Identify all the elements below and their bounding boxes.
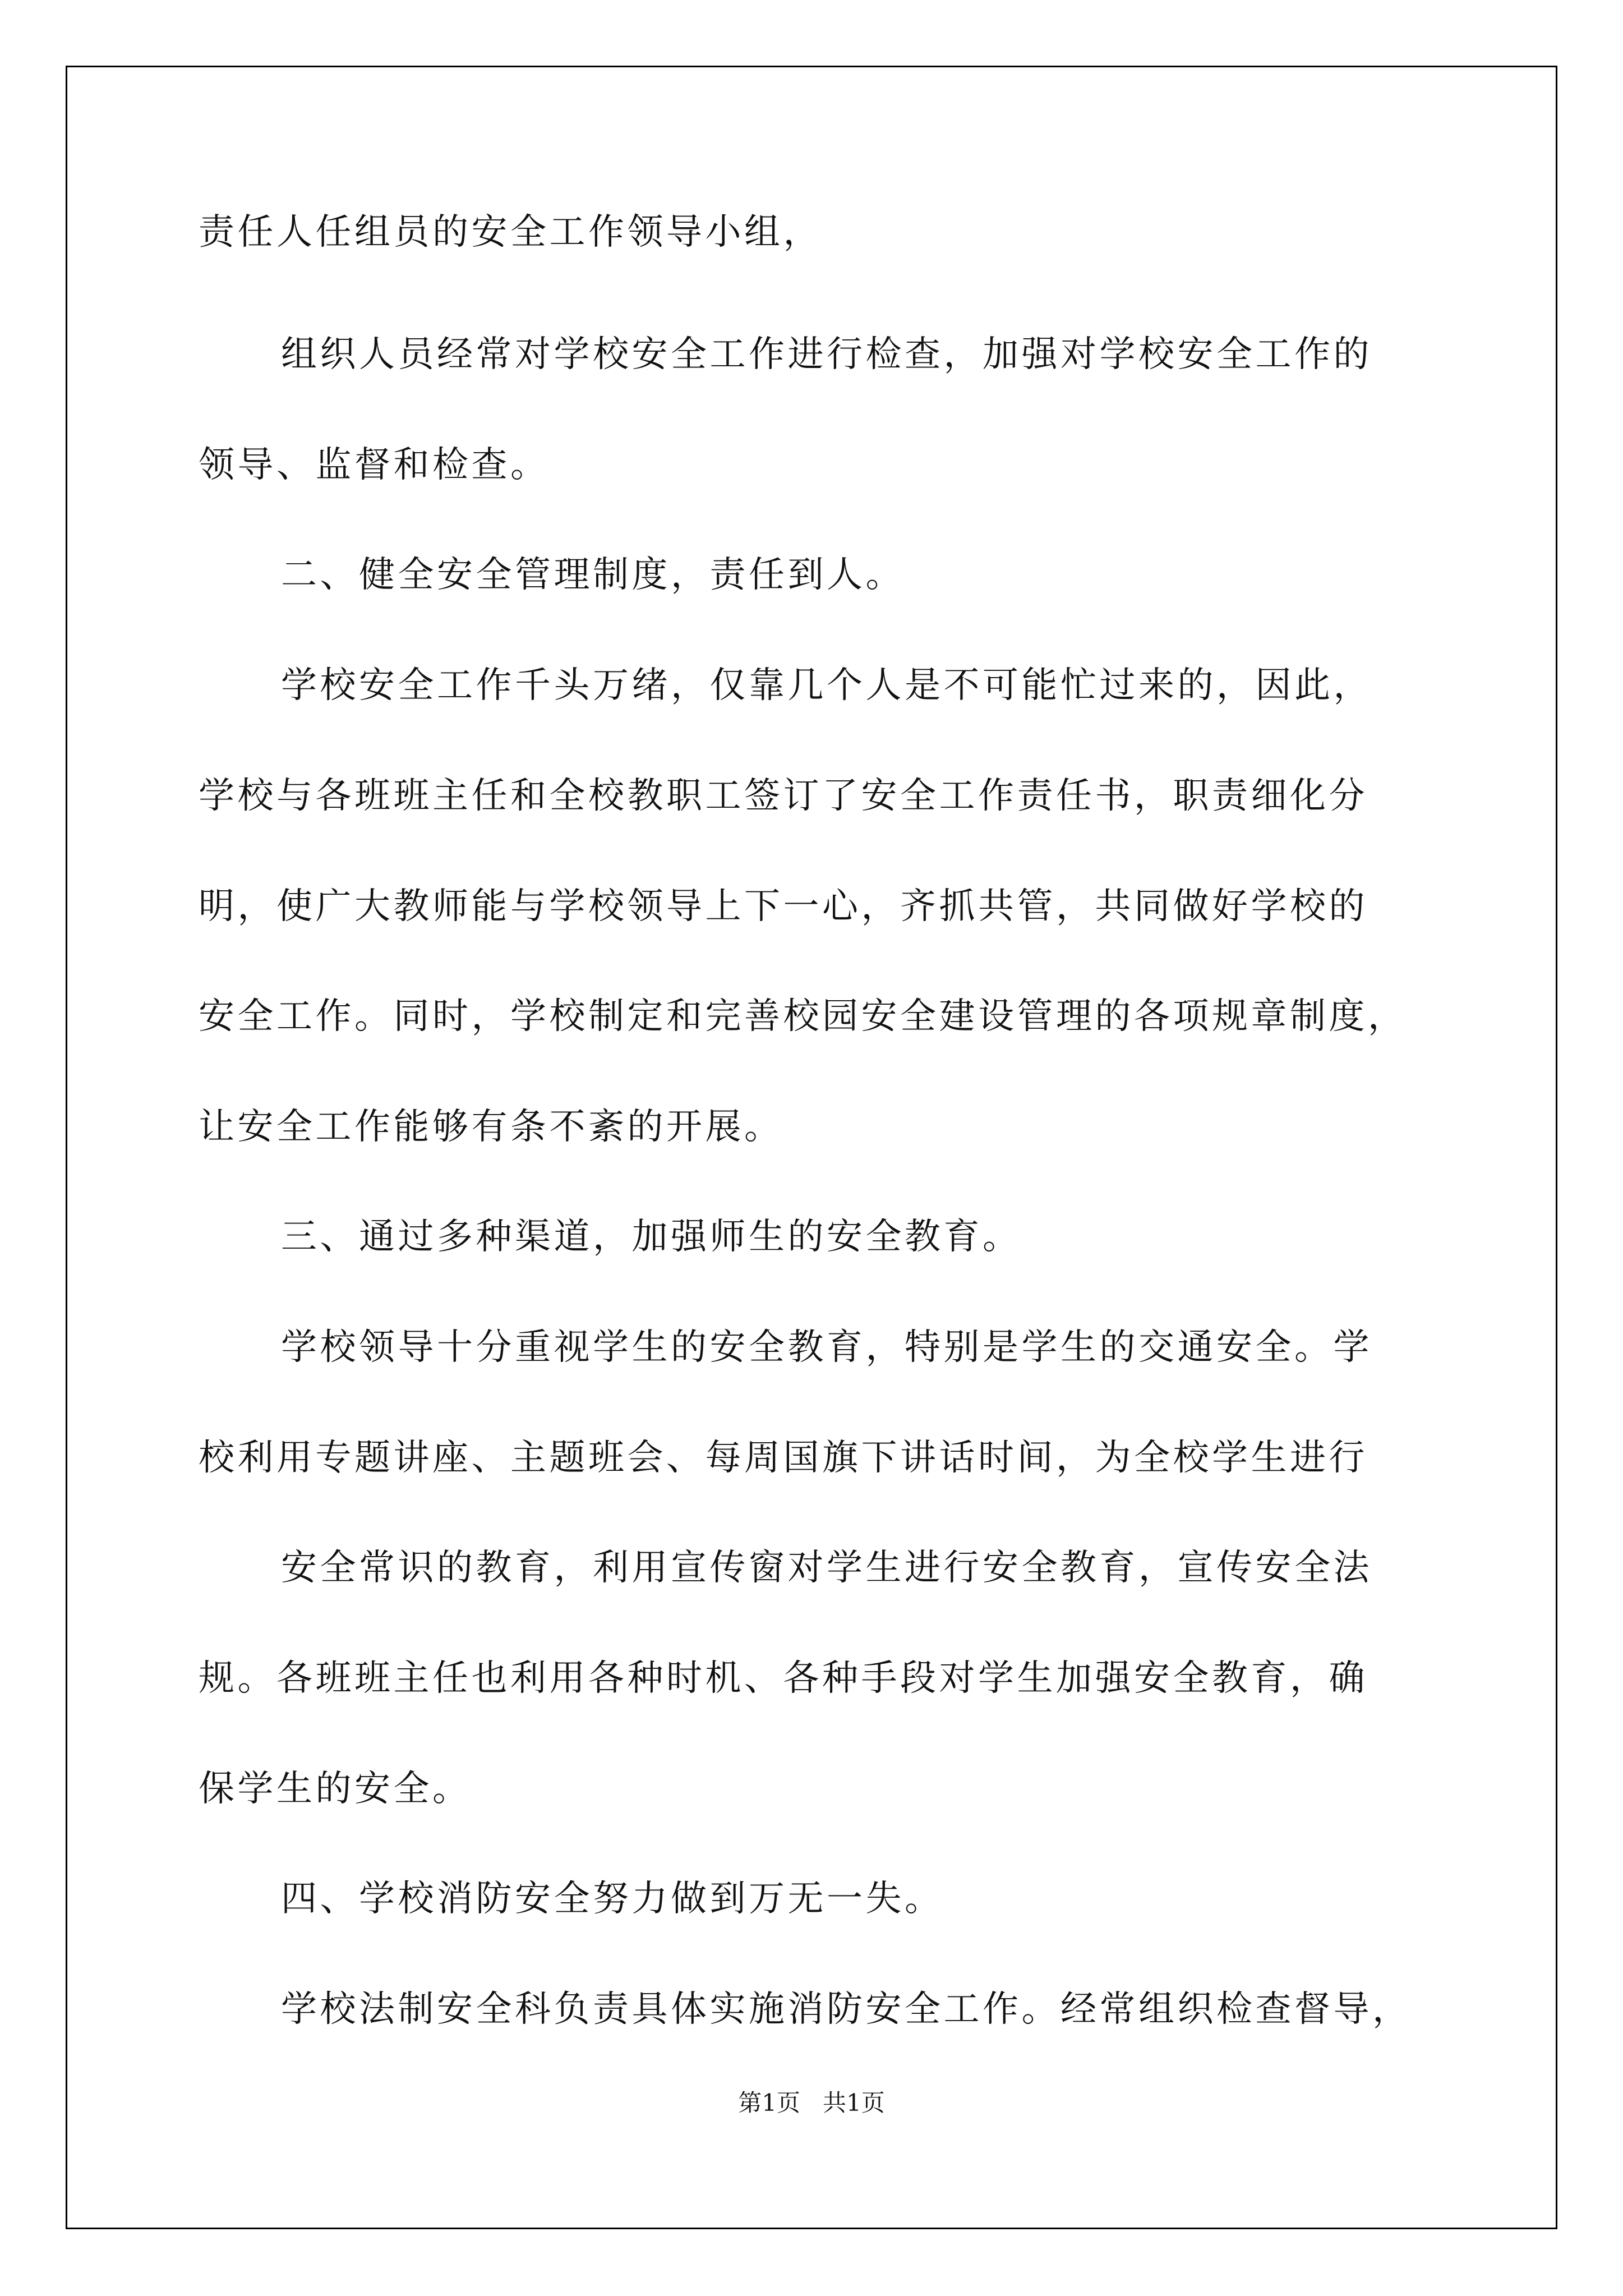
body-line-5: 学校安全工作千头万绪，仅靠几个人是不可能忙过来的，因此， bbox=[281, 665, 1372, 706]
body-line-15: 保学生的安全。 bbox=[199, 1768, 472, 1810]
body-line-17: 学校法制安全科负责具体实施消防安全工作。经常组织检查督导， bbox=[281, 1989, 1412, 2030]
body-line-11: 学校领导十分重视学生的安全教育，特别是学生的交通安全。学 bbox=[281, 1327, 1372, 1368]
body-line-12: 校利用专题讲座、主题班会、每周国旗下讲话时间，为全校学生进行 bbox=[199, 1437, 1368, 1479]
body-line-9: 让安全工作能够有条不紊的开展。 bbox=[199, 1106, 783, 1148]
body-line-13: 安全常识的教育，利用宣传窗对学生进行安全教育，宣传安全法 bbox=[281, 1547, 1372, 1589]
body-line-1: 责任人任组员的安全工作领导小组， bbox=[199, 211, 822, 253]
section-heading-3: 三、通过多种渠道，加强师生的安全教育。 bbox=[281, 1216, 1022, 1258]
body-line-2: 组织人员经常对学校安全工作进行检查，加强对学校安全工作的 bbox=[281, 334, 1372, 375]
body-line-14: 规。各班班主任也利用各种时机、各种手段对学生加强安全教育，确 bbox=[199, 1658, 1368, 1699]
section-heading-2: 二、健全安全管理制度，责任到人。 bbox=[281, 554, 905, 596]
body-line-3: 领导、监督和检查。 bbox=[199, 444, 550, 486]
section-heading-4: 四、学校消防安全努力做到万无一失。 bbox=[281, 1878, 944, 1920]
page-footer: 第1页 共1页 bbox=[738, 2089, 885, 2116]
body-line-6: 学校与各班班主任和全校教职工签订了安全工作责任书，职责细化分 bbox=[199, 775, 1368, 817]
body-line-8: 安全工作。同时，学校制定和完善校园安全建设管理的各项规章制度， bbox=[199, 996, 1407, 1037]
body-line-7: 明，使广大教师能与学校领导上下一心，齐抓共管，共同做好学校的 bbox=[199, 886, 1368, 927]
